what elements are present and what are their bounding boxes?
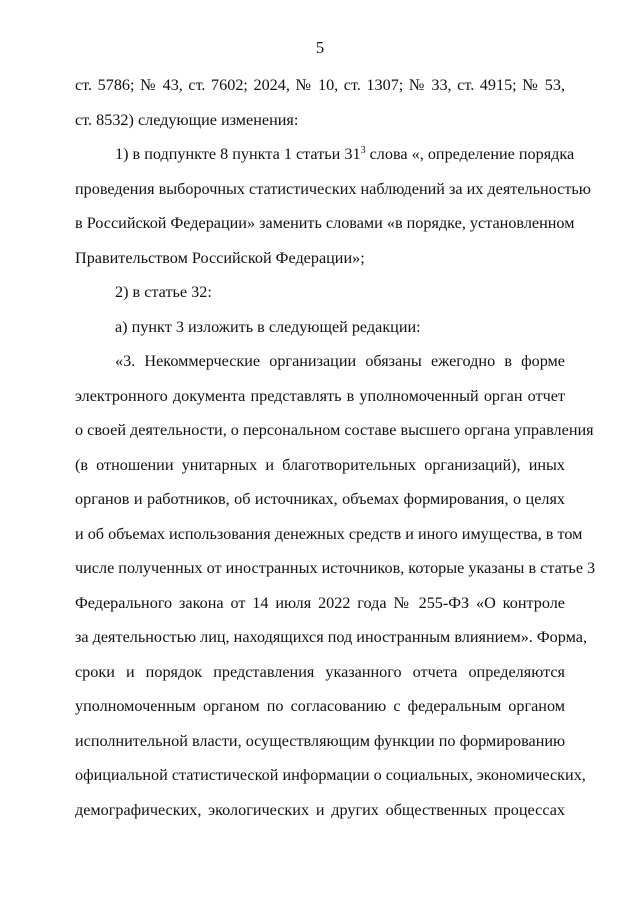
text-line-18: сроки и порядок представления указанного отчета определяются <box>75 662 565 681</box>
text-line-20: исполнительной власти, осуществляющим функции по формированию <box>75 731 566 750</box>
text-line-22: демографических, экологических и других общественных процессах <box>75 800 565 819</box>
text-line-3 <box>75 137 575 172</box>
article-superscript: 3 <box>360 145 366 156</box>
text-line-7: 2) в статье 32: <box>115 283 212 301</box>
text-line-11: о своей деятельности, о персональном составе высшего органа управления <box>75 421 594 439</box>
text-line-15: числе полученных от иностранных источников, которые указаны в статье 3 <box>75 559 596 577</box>
text-line-5: в Российской Федерации» заменить словами «в порядке, установленном <box>75 214 575 232</box>
text-line-14: и об объемах использования денежных средств и иного имущества, в том <box>75 524 583 543</box>
text-line-2: ст. 8532) следующие изменения: <box>75 110 299 129</box>
text-line-8: а) пункт 3 изложить в следующей редакции: <box>115 317 421 336</box>
text-line-13: органов и работников, об источниках, объемах формирования, о целях <box>75 490 565 508</box>
text-line-6: Правительством Российской Федерации»; <box>75 248 365 267</box>
text-line-16: Федерального закона от 14 июля 2022 года № 255-ФЗ «О контроле <box>75 593 565 612</box>
text-line-3-part-1: 1) в подпункте 8 пункта 1 статьи 31 <box>115 145 361 163</box>
text-line-12: (в отношении унитарных и благотворительных организаций), иных <box>75 455 565 474</box>
text-line-17: за деятельностью лиц, находящихся под иностранным влиянием». Форма, <box>75 628 587 646</box>
text-line-9: «3. Некоммерческие организации обязаны ежегодно в форме <box>115 352 565 370</box>
text-line-10: электронного документа представлять в уполномоченный орган отчет <box>75 386 565 405</box>
text-line-19: уполномоченным органом по согласованию с федеральным органом <box>75 697 565 715</box>
text-line-4: проведения выборочных статистических наблюдений за их деятельностью <box>75 179 591 198</box>
text-line-1: ст. 5786; № 43, ст. 7602; 2024, № 10, ст. 1307; № 33, ст. 4915; № 53, <box>75 76 565 94</box>
text-line-21: официальной статистической информации о социальных, экономических, <box>75 766 586 784</box>
body-text <box>75 68 596 827</box>
page-number: 5 <box>315 38 325 57</box>
text-line-3-part-2: слова «, определение порядка <box>365 145 575 163</box>
